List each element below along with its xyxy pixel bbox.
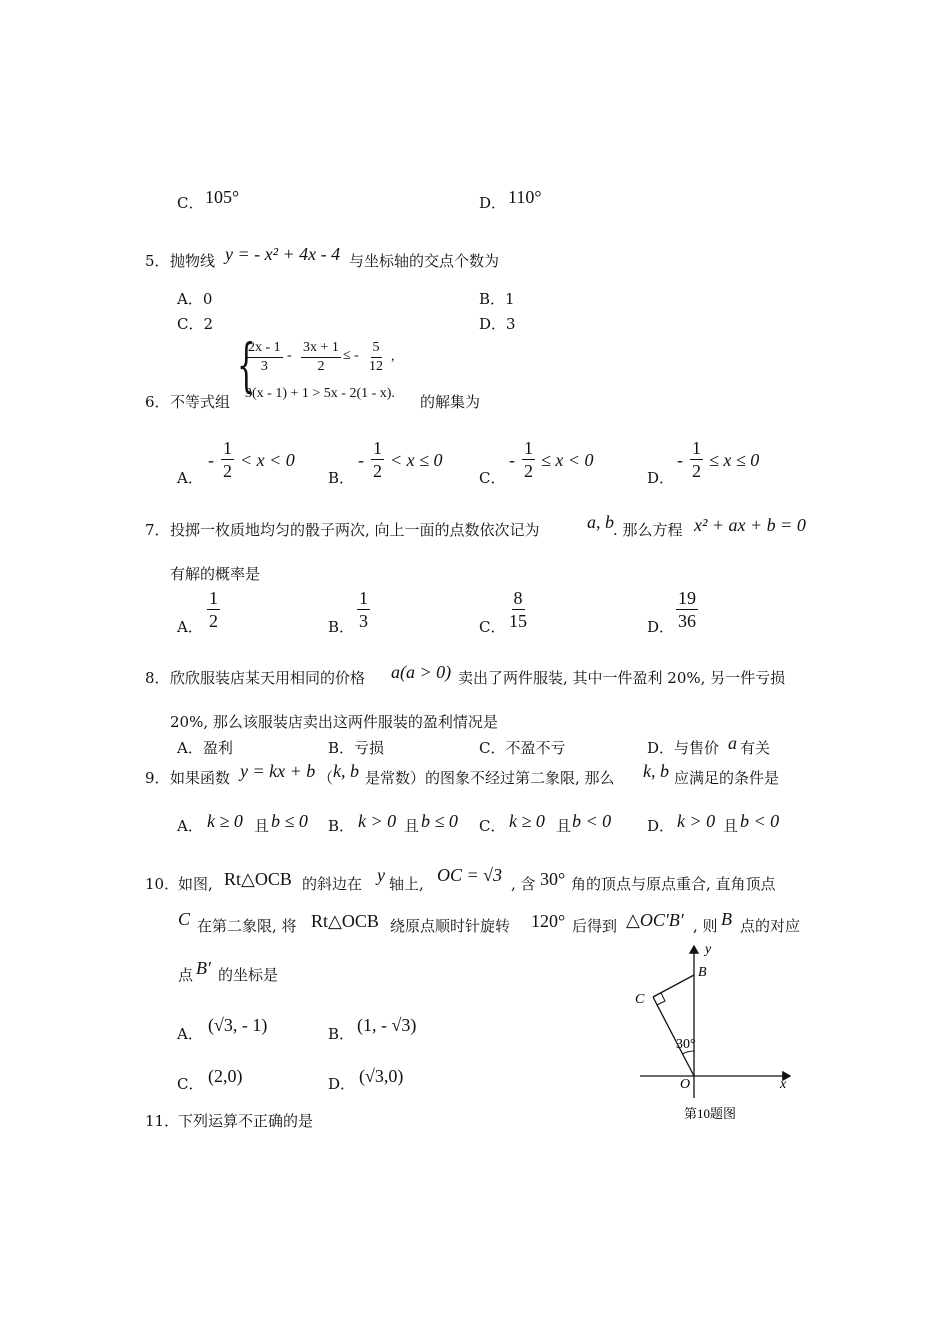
q5-suffix: 与坐标轴的交点个数为 bbox=[349, 252, 500, 270]
q10-angle-30: 30° bbox=[540, 869, 566, 889]
q10-oc: OC = √3 bbox=[437, 865, 503, 885]
q10-text-5: 角的顶点与原点重合, 直角顶点 bbox=[571, 875, 776, 893]
q9-option-c-label: C． bbox=[479, 817, 506, 835]
label-c: C bbox=[635, 992, 645, 1007]
q5-formula: y = - x² + 4x - 4 bbox=[225, 244, 341, 264]
q6-option-b-sign: - bbox=[358, 450, 364, 470]
q6-option-c-sign: - bbox=[509, 450, 515, 470]
q6-le: ≤ - bbox=[343, 348, 359, 363]
q6-number: 6． bbox=[145, 393, 170, 411]
q9-option-c-k: k ≥ 0 bbox=[509, 811, 545, 831]
q6-option-a-frac: $\frac{1}{2}$ bbox=[223, 438, 232, 481]
q9-function: y = kx + b bbox=[240, 761, 316, 781]
label-x: x bbox=[780, 1077, 787, 1092]
q7-text-1: 投掷一枚质地均匀的骰子两次, 向上一面的点数依次记为 bbox=[170, 521, 540, 539]
q6-option-c-frac: $\frac{1}{2}$ bbox=[524, 438, 533, 481]
q10-figure bbox=[630, 938, 810, 1128]
q10-option-c-value: (2,0) bbox=[208, 1066, 243, 1086]
q7-option-b-frac: $\frac{1}{3}$ bbox=[359, 588, 368, 631]
q6-option-d-sign: - bbox=[677, 450, 683, 470]
q7-vars-ab: a, b bbox=[587, 512, 614, 532]
q9-option-c-b: b < 0 bbox=[572, 811, 612, 831]
q8-option-c: C．不盈不亏 bbox=[479, 739, 566, 757]
q10-option-b-value: (1, - √3) bbox=[357, 1015, 417, 1035]
q10-option-d-value: (√3,0) bbox=[359, 1066, 404, 1086]
label-o: O bbox=[680, 1077, 691, 1092]
q6-frac-2: $\frac{3x + 1}{2}$ bbox=[303, 340, 339, 374]
q10-triangle-1: Rt△OCB bbox=[224, 869, 292, 889]
label-b: B bbox=[698, 965, 707, 980]
q10-option-b-label: B． bbox=[328, 1025, 355, 1043]
q10-text-1: 如图, bbox=[178, 875, 213, 893]
q6-system-brace: { bbox=[237, 331, 256, 399]
q6-option-d-ineq: ≤ x ≤ 0 bbox=[709, 450, 760, 470]
q5-option-d: D．3 bbox=[479, 315, 516, 333]
label-angle-30: 30° bbox=[676, 1037, 696, 1052]
q4-option-d-value: 110° bbox=[508, 187, 542, 207]
q5-prefix: 抛物线 bbox=[170, 252, 216, 270]
q10-option-c-label: C． bbox=[177, 1075, 204, 1093]
q10-angle-120: 120° bbox=[531, 911, 566, 931]
q10-point-c: C bbox=[178, 909, 191, 929]
q6-option-b-ineq: < x ≤ 0 bbox=[390, 450, 443, 470]
q9-option-a-b: b ≤ 0 bbox=[271, 811, 308, 831]
q5-number: 5． bbox=[145, 252, 170, 270]
q10-text-10: 点的对应 bbox=[740, 917, 801, 935]
q9-option-d-b: b < 0 bbox=[740, 811, 780, 831]
q10-text-4: , 含 bbox=[511, 875, 536, 893]
q10-triangle-3: △OC′B′ bbox=[626, 910, 684, 930]
q9-number: 9． bbox=[145, 769, 170, 787]
q7-option-a-frac: $\frac{1}{2}$ bbox=[209, 588, 218, 631]
q10-text-3: 轴上, bbox=[389, 875, 424, 893]
q9-option-b-b: b ≤ 0 bbox=[421, 811, 458, 831]
q4-option-c-value: 105° bbox=[205, 187, 240, 207]
q7-text-2: . 那么方程 bbox=[613, 521, 683, 539]
q7-option-d-frac: $\frac{19}{36}$ bbox=[678, 588, 696, 631]
q6-frac-3: $\frac{5}{12}$ bbox=[369, 340, 383, 374]
q4-option-d-label: D． bbox=[479, 194, 507, 212]
q8-option-a: A．盈利 bbox=[177, 739, 233, 757]
q9-paren-text: 是常数）的图象不经过第二象限, 那么 bbox=[365, 769, 615, 787]
q8-text-3: 20%, 那么该服装店卖出这两件服装的盈利情况是 bbox=[170, 713, 498, 731]
label-y: y bbox=[705, 942, 712, 957]
q9-paren-open: （ bbox=[318, 769, 334, 787]
q7-text-3: 有解的概率是 bbox=[170, 565, 261, 583]
q8-text-1: 欣欣服装店某天用相同的价格 bbox=[170, 669, 366, 687]
q6-option-d-frac: $\frac{1}{2}$ bbox=[692, 438, 701, 481]
q9-prefix: 如果函数 bbox=[170, 769, 231, 787]
q10-text-9: , 则 bbox=[693, 917, 718, 935]
q8-option-d-var: a bbox=[728, 733, 737, 753]
q6-option-b-label: B． bbox=[328, 469, 355, 487]
q9-vars-kb: k, b bbox=[333, 761, 359, 781]
q6-option-b-frac: $\frac{1}{2}$ bbox=[373, 438, 382, 481]
q8-option-b: B．亏损 bbox=[328, 739, 385, 757]
q10-text-11: 点 bbox=[178, 966, 194, 984]
q9-option-b-label: B． bbox=[328, 817, 355, 835]
q7-option-c-frac: $\frac{8}{15}$ bbox=[509, 588, 527, 631]
q7-option-a-label: A． bbox=[177, 618, 203, 636]
q10-triangle-2: Rt△OCB bbox=[311, 911, 379, 931]
figure-caption: 第10题图 bbox=[684, 1106, 737, 1121]
q7-option-d-label: D． bbox=[647, 618, 675, 636]
q11-text: 下列运算不正确的是 bbox=[178, 1112, 314, 1130]
q6-option-a-sign: - bbox=[208, 450, 214, 470]
q10-text-8: 后得到 bbox=[572, 917, 618, 935]
q10-number: 10． bbox=[145, 875, 180, 893]
q9-option-c-and: 且 bbox=[556, 817, 572, 835]
q10-text-12: 的坐标是 bbox=[218, 966, 279, 984]
q7-equation: x² + ax + b = 0 bbox=[694, 515, 806, 535]
q5-option-a: A．0 bbox=[177, 290, 213, 308]
q6-comma: , bbox=[391, 349, 395, 364]
q6-line-2: 3(x - 1) + 1 > 5x - 2(1 - x). bbox=[245, 386, 395, 401]
q6-option-d-label: D． bbox=[647, 469, 675, 487]
q5-option-b: B．1 bbox=[479, 290, 515, 308]
q10-option-a-value: (√3, - 1) bbox=[208, 1015, 268, 1035]
q8-condition: a(a > 0) bbox=[391, 662, 452, 682]
q8-number: 8． bbox=[145, 669, 170, 687]
q6-option-a-label: A． bbox=[177, 469, 203, 487]
q7-option-c-label: C． bbox=[479, 618, 506, 636]
q9-vars-kb-2: k, b bbox=[643, 761, 669, 781]
q6-minus: - bbox=[287, 348, 292, 363]
q9-option-a-and: 且 bbox=[254, 817, 270, 835]
q8-option-d-prefix: D．与售价 bbox=[647, 739, 720, 757]
q10-text-2: 的斜边在 bbox=[302, 875, 363, 893]
q6-frac-1: $\frac{2x - 1}{3}$ bbox=[248, 340, 281, 374]
q10-axis-y: y bbox=[377, 865, 385, 885]
q10-point-b-prime: B′ bbox=[196, 958, 211, 978]
q9-option-a-k: k ≥ 0 bbox=[207, 811, 243, 831]
q9-option-b-k: k > 0 bbox=[358, 811, 397, 831]
q9-option-d-and: 且 bbox=[723, 817, 739, 835]
q9-option-d-label: D． bbox=[647, 817, 675, 835]
q6-option-a-ineq: < x < 0 bbox=[240, 450, 295, 470]
q8-text-2: 卖出了两件服装, 其中一件盈利 20%, 另一件亏损 bbox=[458, 669, 786, 687]
q7-number: 7． bbox=[145, 521, 170, 539]
q9-option-d-k: k > 0 bbox=[677, 811, 716, 831]
q10-text-7: 绕原点顺时针旋转 bbox=[390, 917, 511, 935]
q6-option-c-label: C． bbox=[479, 469, 506, 487]
q11-number: 11． bbox=[145, 1112, 180, 1130]
q9-option-a-label: A． bbox=[177, 817, 203, 835]
q7-option-b-label: B． bbox=[328, 618, 355, 636]
q5-option-c: C．2 bbox=[177, 315, 214, 333]
segment-cb bbox=[653, 975, 694, 997]
q10-option-d-label: D． bbox=[328, 1075, 356, 1093]
q6-option-c-ineq: ≤ x < 0 bbox=[541, 450, 594, 470]
q6-prefix: 不等式组 bbox=[170, 393, 231, 411]
q8-option-d-suffix: 有关 bbox=[740, 739, 771, 757]
q4-option-c-label: C． bbox=[177, 194, 204, 212]
q10-option-a-label: A． bbox=[177, 1025, 203, 1043]
q9-option-b-and: 且 bbox=[404, 817, 420, 835]
q10-text-6: 在第二象限, 将 bbox=[197, 917, 297, 935]
q10-point-b: B bbox=[721, 909, 732, 929]
q9-suffix: 应满足的条件是 bbox=[674, 769, 780, 787]
q6-suffix: 的解集为 bbox=[420, 393, 481, 411]
